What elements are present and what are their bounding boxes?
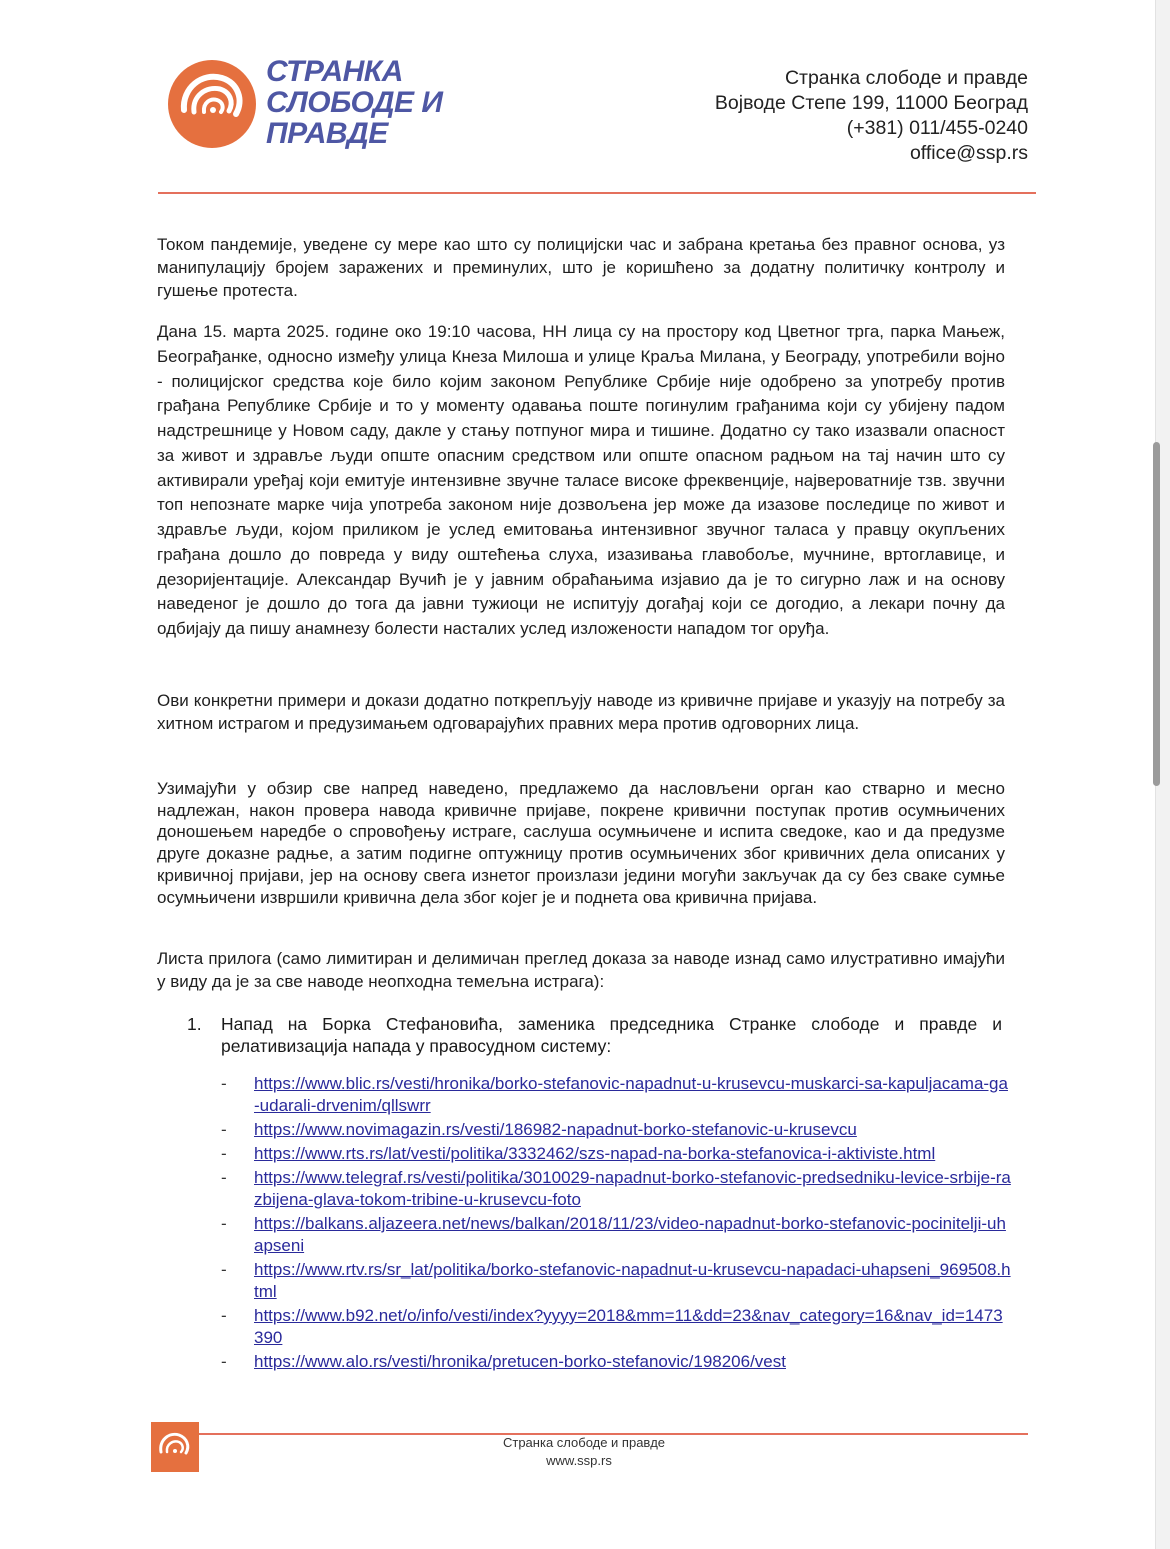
dash-bullet: - xyxy=(221,1144,227,1163)
phone-number: (+381) 011/455-0240 xyxy=(846,117,1028,139)
list-item xyxy=(221,1167,1011,1211)
list-item xyxy=(221,1259,1011,1303)
street-address: Војводе Степе 199, 11000 Београд xyxy=(714,92,1028,114)
list-item xyxy=(221,1119,1011,1141)
footer-org-name: Странка слободе и правде xyxy=(502,1435,666,1450)
party-logo xyxy=(166,56,456,156)
paragraph-attachments-intro: Листа прилога (само лимитиран и делимичан преглед доказа за наводе изнад само илустративно имајући у виду да је за све наводе неопходна темељна истрага): xyxy=(157,949,1005,991)
dash-bullet: - xyxy=(221,1168,227,1187)
paragraph-sound-cannon: Дана 15. марта 2025. године око 19:10 часова, НН лица су на простору код Цветног трга, парка Мањеж, Београђанке, односно између улица Кнеза Милоша и улице Краља Милана, у Београду, употребили војно - полицијског средства које било којим законом Републике Србије није одобрено за употребу против грађана Републике Србије и то у моменту одавања поште погинулим грађанима који су убијену падом надстрешнице у Новом саду, дакле у стању потпуног мира и тишине. Додатно су тако изазвали опасност за живот и здравље људи опште опасним средством или опште опасном радњом на тај начин што су активирали уређај који емитује интензивне звучне таласе високе фреквенције, највероватније тзв. звучни топ непознате марке чија употреба законом није дозвољена јер може да изазове последице по живот и здравље људи, којом приликом је услед емитовања интензивног звучног таласа у правцу окупљених грађана дошло до повреда у виду оштећења слуха, изазивања главобоље, мучнине, вртоглавице, и дезоријентације. Александар Вучић је у јавним обраћањима изјавио да је то сигурно лаж и на основу наведеног је дошло до тога да јавни тужиоци не испитују догађај који се догодио, а лекари почну да одбијају да пишу анамнезу болести насталих услед изложености нападом тог оруђа. xyxy=(157,322,1005,638)
list-item xyxy=(221,1351,1011,1373)
list-item xyxy=(221,1305,1011,1349)
email-address[interactable]: office@ssp.rs xyxy=(909,142,1028,164)
dash-bullet: - xyxy=(221,1074,227,1093)
footer-website[interactable]: www.ssp.rs xyxy=(546,1453,612,1468)
spiral-logo-icon xyxy=(166,58,258,150)
evidence-link[interactable]: https://www.b92.net/o/info/vesti/index?yyyy=2018&mm=11&dd=23&nav_category=16&nav_id=1473390 xyxy=(254,1306,1003,1347)
dash-bullet: - xyxy=(221,1306,227,1325)
evidence-link-list xyxy=(221,1073,1011,1375)
logo-line: ПРАВДЕ xyxy=(266,117,388,150)
vertical-scrollbar[interactable] xyxy=(1153,442,1160,786)
sender-address xyxy=(715,66,1028,166)
logo-line: СТРАНКА xyxy=(266,55,403,88)
list-item xyxy=(221,1213,1011,1257)
evidence-link[interactable]: https://www.telegraf.rs/vesti/politika/3010029-napadnut-borko-stefanovic-predsedniku-levice-srbije-razbijena-glava-tokom-tribine-u-krusevcu-foto xyxy=(254,1168,1011,1209)
evidence-link[interactable]: https://www.novimagazin.rs/vesti/186982-napadnut-borko-stefanovic-u-krusevcu xyxy=(254,1120,857,1139)
dash-bullet: - xyxy=(221,1214,227,1233)
evidence-link[interactable]: https://www.alo.rs/vesti/hronika/pretucen-borko-stefanovic/198206/vest xyxy=(254,1352,786,1371)
evidence-link[interactable]: https://www.rts.rs/lat/vesti/politika/3332462/szs-napad-na-borka-stefanovica-i-aktiviste.html xyxy=(254,1144,936,1163)
paragraph-evidence: Ови конкретни примери и докази додатно поткрепљују наводе из кривичне пријаве и указују на потребу за хитном истрагом и предузимањем одговарајућих правних мера против одговорних лица. xyxy=(157,691,1005,733)
list-item-text: Напад на Борка Стефановића, заменика председника Странке слободе и правде и релативизација напада у правосудном систему: xyxy=(221,1014,1002,1056)
list-number: 1. xyxy=(187,1014,202,1034)
list-item xyxy=(221,1143,1011,1165)
dash-bullet: - xyxy=(221,1120,227,1139)
logo-line: СЛОБОДЕ И xyxy=(266,86,443,119)
dash-bullet: - xyxy=(221,1260,227,1279)
paragraph-proposal: Узимајући у обзир све напред наведено, предлажемо да насловљени орган као стварно и месно надлежан, након провера навода кривичне пријаве, покрене кривични поступак против осумњичених доношењем наредбе о спровођењу истраге, саслуша осумњичене и испита сведоке, као и да предузме друге доказне радње, а затим подигне оптужницу против осумњичених због кривичних дела описаних у кривичној пријави, јер на основу свега изнетог произлази једини могући закључак да су без сваке сумње осумњичени извршили кривична дела због којег је и поднета ова кривична пријава. xyxy=(157,779,1005,907)
header-divider xyxy=(158,192,1036,194)
logo-wordmark xyxy=(266,56,442,149)
paragraph-pandemic: Током пандемије, уведене су мере као што су полицијски час и забрана кретања без правног основа, уз манипулацију бројем заражених и преминулих, што је коришћено за додатну политичку контролу и гушење протеста. xyxy=(157,235,1005,300)
evidence-link[interactable]: https://www.blic.rs/vesti/hronika/borko-stefanovic-napadnut-u-krusevcu-muskarci-sa-kapuljacama-ga-udarali-drvenim/qllswrr xyxy=(254,1074,1008,1115)
org-name: Странка слободе и правде xyxy=(784,67,1028,89)
list-item xyxy=(221,1073,1011,1117)
evidence-link[interactable]: https://www.rtv.rs/sr_lat/politika/borko-stefanovic-napadnut-u-krusevcu-napadaci-uhapseni_969508.html xyxy=(254,1260,1011,1301)
evidence-link[interactable]: https://balkans.aljazeera.net/news/balkan/2018/11/23/video-napadnut-borko-stefanovic-pocinitelji-uhapseni xyxy=(254,1214,1006,1255)
dash-bullet: - xyxy=(221,1352,227,1371)
